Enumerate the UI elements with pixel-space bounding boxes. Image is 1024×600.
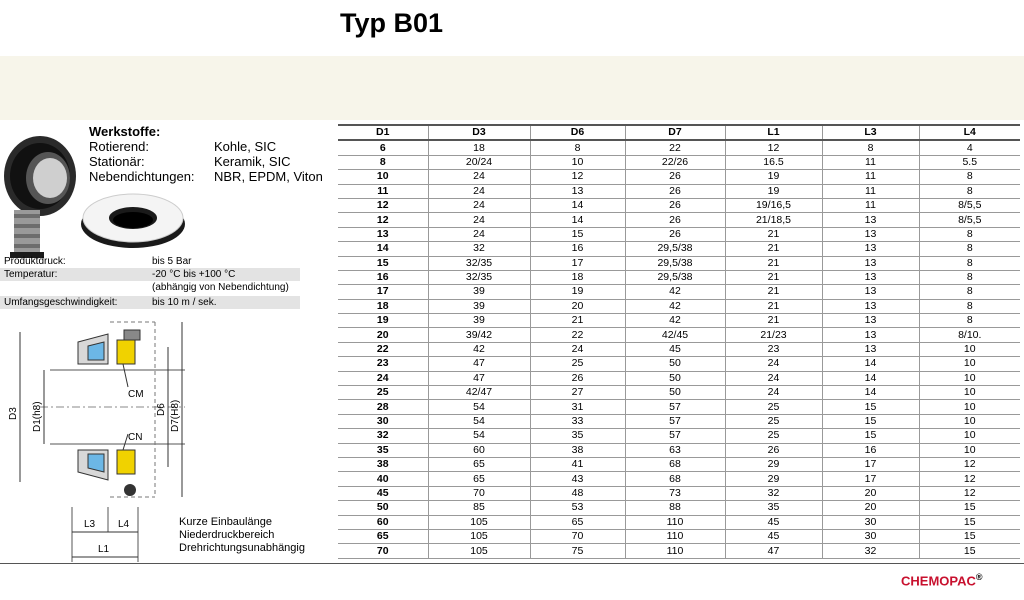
table-cell: 53: [530, 501, 625, 515]
table-cell: 32: [338, 429, 428, 443]
table-cell: 35: [338, 443, 428, 457]
table-cell: 32/35: [428, 270, 530, 284]
table-cell: 19: [725, 184, 822, 198]
table-row: [338, 314, 1020, 328]
table-cell: 26: [625, 227, 725, 241]
table-row: [338, 170, 1020, 184]
table-row: [338, 400, 1020, 414]
seal-photo-image: [0, 128, 90, 258]
table-cell: 6: [338, 140, 428, 155]
table-cell: 15: [919, 529, 1020, 543]
table-cell: 30: [822, 529, 919, 543]
table-cell: 39: [428, 285, 530, 299]
table-cell: 21: [725, 314, 822, 328]
table-cell: 19: [725, 170, 822, 184]
table-cell: 24: [428, 198, 530, 212]
table-cell: 42: [625, 285, 725, 299]
table-cell: 26: [625, 198, 725, 212]
table-cell: 50: [625, 357, 725, 371]
table-cell: 8: [822, 140, 919, 155]
table-cell: 70: [530, 529, 625, 543]
features-list: [179, 516, 305, 555]
table-cell: 47: [428, 357, 530, 371]
table-row: [338, 342, 1020, 356]
table-cell: 13: [822, 299, 919, 313]
table-cell: 65: [428, 457, 530, 471]
table-cell: 41: [530, 457, 625, 471]
table-cell: 13: [822, 314, 919, 328]
table-row: [338, 515, 1020, 529]
table-cell: 21: [725, 299, 822, 313]
table-cell: 12: [338, 213, 428, 227]
table-cell: 15: [822, 400, 919, 414]
table-cell: 24: [530, 342, 625, 356]
table-cell: 13: [822, 342, 919, 356]
table-cell: 8: [919, 170, 1020, 184]
table-cell: 29: [725, 457, 822, 471]
feature-item: Drehrichtungsunabhängig: [179, 542, 305, 554]
table-cell: 10: [919, 400, 1020, 414]
table-row: [338, 213, 1020, 227]
table-cell: 18: [338, 299, 428, 313]
table-row: [338, 529, 1020, 543]
table-cell: 8: [338, 155, 428, 169]
table-cell: 70: [338, 544, 428, 558]
table-cell: 57: [625, 414, 725, 428]
ceramic-ring-image: [78, 188, 188, 250]
table-cell: 26: [625, 213, 725, 227]
table-cell: 26: [530, 371, 625, 385]
table-cell: 8: [919, 299, 1020, 313]
table-cell: 8/10.: [919, 328, 1020, 342]
table-cell: 21: [725, 242, 822, 256]
table-row: [338, 486, 1020, 500]
table-cell: 13: [338, 227, 428, 241]
table-cell: 68: [625, 457, 725, 471]
table-cell: 26: [725, 443, 822, 457]
table-row: [338, 501, 1020, 515]
table-cell: 45: [725, 515, 822, 529]
materials-row: Nebendichtungen: NBR, EPDM, Viton: [89, 169, 323, 184]
table-cell: 13: [822, 242, 919, 256]
table-cell: 10: [530, 155, 625, 169]
table-cell: 33: [530, 414, 625, 428]
table-cell: 110: [625, 515, 725, 529]
table-cell: 21: [725, 227, 822, 241]
table-cell: 23: [725, 342, 822, 356]
table-cell: 16: [338, 270, 428, 284]
table-cell: 38: [338, 457, 428, 471]
column-header: L3: [822, 125, 919, 140]
column-header: D1: [338, 125, 428, 140]
feature-item: Niederdruckbereich: [179, 529, 275, 541]
technical-drawing: [0, 312, 190, 562]
table-cell: 50: [625, 371, 725, 385]
table-cell: 10: [919, 342, 1020, 356]
dim-l1-label: L1: [98, 544, 110, 555]
table-cell: 13: [822, 285, 919, 299]
table-cell: 57: [625, 400, 725, 414]
table-cell: 21: [725, 256, 822, 270]
table-cell: 21: [725, 285, 822, 299]
table-cell: 45: [625, 342, 725, 356]
dim-l3-label: L3: [84, 519, 96, 530]
table-cell: 105: [428, 515, 530, 529]
table-row: [338, 357, 1020, 371]
table-cell: 20: [822, 501, 919, 515]
table-cell: 88: [625, 501, 725, 515]
table-cell: 45: [338, 486, 428, 500]
table-cell: 8/5,5: [919, 213, 1020, 227]
spec-speed: Umfangsgeschwindigkeit: bis 10 m / sek.: [0, 296, 300, 309]
table-cell: 13: [822, 227, 919, 241]
table-row: [338, 270, 1020, 284]
table-cell: 40: [338, 472, 428, 486]
table-cell: 50: [625, 386, 725, 400]
footer-divider: [0, 563, 1024, 564]
table-row: [338, 457, 1020, 471]
temperature-note: (abhängig von Nebendichtung): [152, 282, 289, 293]
feature-item: Kurze Einbaulänge: [179, 516, 272, 528]
table-cell: 16.5: [725, 155, 822, 169]
table-cell: 13: [822, 270, 919, 284]
table-cell: 29,5/38: [625, 256, 725, 270]
table-cell: 20: [338, 328, 428, 342]
table-cell: 11: [822, 184, 919, 198]
table-cell: 18: [530, 270, 625, 284]
registered-mark: ®: [975, 572, 983, 582]
table-cell: 11: [338, 184, 428, 198]
table-cell: 14: [530, 198, 625, 212]
table-row: [338, 198, 1020, 212]
table-cell: 25: [725, 414, 822, 428]
dim-d1-label: D1(h8): [32, 401, 43, 432]
table-cell: 21/23: [725, 328, 822, 342]
table-cell: 19: [338, 314, 428, 328]
column-header: L4: [919, 125, 1020, 140]
table-cell: 22: [625, 140, 725, 155]
table-cell: 105: [428, 529, 530, 543]
table-cell: 42/47: [428, 386, 530, 400]
table-cell: 14: [822, 371, 919, 385]
table-cell: 54: [428, 429, 530, 443]
table-cell: 73: [625, 486, 725, 500]
table-cell: 15: [822, 414, 919, 428]
dimension-table: [338, 124, 1020, 556]
table-cell: 22: [338, 342, 428, 356]
table-cell: 29,5/38: [625, 270, 725, 284]
table-cell: 24: [338, 371, 428, 385]
spec-pressure: Produktdruck: bis 5 Bar: [4, 256, 192, 267]
table-cell: 29: [725, 472, 822, 486]
table-cell: 22: [530, 328, 625, 342]
table-cell: 11: [822, 198, 919, 212]
table-row: [338, 443, 1020, 457]
spec-temperature: Temperatur: -20 °C bis +100 °C: [0, 268, 300, 281]
table-cell: 39: [428, 299, 530, 313]
cn-label: CN: [128, 432, 143, 443]
table-cell: 24: [428, 184, 530, 198]
table-cell: 15: [919, 501, 1020, 515]
materials-block: [89, 124, 323, 184]
table-cell: 8/5,5: [919, 198, 1020, 212]
table-row: [338, 429, 1020, 443]
table-cell: 43: [530, 472, 625, 486]
table-cell: 48: [530, 486, 625, 500]
table-row: [338, 544, 1020, 558]
table-cell: 15: [530, 227, 625, 241]
table-row: [338, 472, 1020, 486]
table-row: [338, 414, 1020, 428]
table-cell: 29,5/38: [625, 242, 725, 256]
table-cell: 39: [428, 314, 530, 328]
table-cell: 54: [428, 400, 530, 414]
brand-logo: [901, 572, 983, 588]
table-cell: 21/18,5: [725, 213, 822, 227]
table-cell: 5.5: [919, 155, 1020, 169]
table-cell: 8: [919, 242, 1020, 256]
table-cell: 26: [625, 184, 725, 198]
table-cell: 17: [822, 457, 919, 471]
table-cell: 24: [428, 213, 530, 227]
column-header: D3: [428, 125, 530, 140]
table-cell: 15: [822, 429, 919, 443]
table-cell: 27: [530, 386, 625, 400]
table-cell: 24: [725, 357, 822, 371]
table-row: [338, 184, 1020, 198]
dim-d6-label: D6: [156, 403, 167, 416]
table-cell: 42: [428, 342, 530, 356]
table-cell: 54: [428, 414, 530, 428]
table-cell: 50: [338, 501, 428, 515]
table-cell: 10: [919, 371, 1020, 385]
table-cell: 8: [919, 227, 1020, 241]
table-cell: 42: [625, 314, 725, 328]
table-cell: 65: [428, 472, 530, 486]
table-cell: 21: [725, 270, 822, 284]
materials-heading: Werkstoffe:: [89, 124, 161, 139]
table-cell: 60: [338, 515, 428, 529]
table-cell: 8: [919, 270, 1020, 284]
table-row: [338, 256, 1020, 270]
table-cell: 13: [822, 213, 919, 227]
table-row: [338, 386, 1020, 400]
table-cell: 32: [822, 544, 919, 558]
table-cell: 30: [822, 515, 919, 529]
table-cell: 32/35: [428, 256, 530, 270]
table-cell: 10: [919, 414, 1020, 428]
table-cell: 31: [530, 400, 625, 414]
table-cell: 21: [530, 314, 625, 328]
materials-row: Stationär: Keramik, SIC: [89, 154, 291, 169]
table-cell: 20: [530, 299, 625, 313]
table-cell: 14: [822, 386, 919, 400]
table-cell: 57: [625, 429, 725, 443]
dim-d7-label: D7(H8): [170, 399, 181, 432]
table-row: [338, 155, 1020, 169]
table-cell: 30: [338, 414, 428, 428]
table-cell: 32: [428, 242, 530, 256]
materials-row: Rotierend: Kohle, SIC: [89, 139, 277, 154]
table-cell: 12: [530, 170, 625, 184]
table-cell: 15: [919, 544, 1020, 558]
table-cell: 17: [822, 472, 919, 486]
table-cell: 12: [919, 472, 1020, 486]
table-cell: 25: [338, 386, 428, 400]
table-cell: 47: [428, 371, 530, 385]
table-cell: 8: [919, 314, 1020, 328]
table-cell: 25: [725, 429, 822, 443]
table-cell: 8: [919, 285, 1020, 299]
table-row: [338, 285, 1020, 299]
table-cell: 60: [428, 443, 530, 457]
table-cell: 28: [338, 400, 428, 414]
table-cell: 23: [338, 357, 428, 371]
table-cell: 8: [919, 256, 1020, 270]
table-body: [338, 140, 1020, 558]
page-title: Typ B01: [340, 8, 444, 38]
table-cell: 12: [338, 198, 428, 212]
table-cell: 10: [919, 429, 1020, 443]
table-cell: 20: [822, 486, 919, 500]
cm-label: CM: [128, 389, 144, 400]
table-cell: 25: [530, 357, 625, 371]
table-cell: 63: [625, 443, 725, 457]
table-cell: 8: [530, 140, 625, 155]
table-cell: 12: [919, 457, 1020, 471]
table-cell: 19: [530, 285, 625, 299]
table-row: [338, 140, 1020, 155]
table-cell: 20/24: [428, 155, 530, 169]
brand-name: CHEMOPAC: [901, 573, 976, 589]
table-cell: 24: [725, 371, 822, 385]
column-header: D7: [625, 125, 725, 140]
header-band: [0, 56, 1024, 120]
table-cell: 32: [725, 486, 822, 500]
table-row: [338, 227, 1020, 241]
table-cell: 13: [822, 328, 919, 342]
table-cell: 14: [822, 357, 919, 371]
table-cell: 110: [625, 529, 725, 543]
table-cell: 45: [725, 529, 822, 543]
table-cell: 42/45: [625, 328, 725, 342]
table-cell: 10: [919, 443, 1020, 457]
table-cell: 105: [428, 544, 530, 558]
table-cell: 11: [822, 155, 919, 169]
table-cell: 26: [625, 170, 725, 184]
table-cell: 4: [919, 140, 1020, 155]
table-cell: 19/16,5: [725, 198, 822, 212]
table-cell: 22/26: [625, 155, 725, 169]
table-cell: 16: [822, 443, 919, 457]
table-row: [338, 371, 1020, 385]
table-cell: 17: [338, 285, 428, 299]
table-row: [338, 328, 1020, 342]
table-cell: 17: [530, 256, 625, 270]
table-cell: 65: [530, 515, 625, 529]
column-header: D6: [530, 125, 625, 140]
table-cell: 110: [625, 544, 725, 558]
table-cell: 24: [428, 227, 530, 241]
table-cell: 35: [530, 429, 625, 443]
table-cell: 70: [428, 486, 530, 500]
table-cell: 13: [530, 184, 625, 198]
dim-d3-label: D3: [8, 407, 19, 420]
table-cell: 10: [338, 170, 428, 184]
table-cell: 24: [428, 170, 530, 184]
table-cell: 68: [625, 472, 725, 486]
table-cell: 10: [919, 386, 1020, 400]
table-header-row: [338, 125, 1020, 140]
table-row: [338, 299, 1020, 313]
table-cell: 12: [919, 486, 1020, 500]
table-cell: 14: [530, 213, 625, 227]
table-cell: 18: [428, 140, 530, 155]
table-cell: 85: [428, 501, 530, 515]
table-cell: 25: [725, 400, 822, 414]
table-cell: 15: [338, 256, 428, 270]
table-cell: 24: [725, 386, 822, 400]
table-cell: 75: [530, 544, 625, 558]
table-cell: 14: [338, 242, 428, 256]
table-cell: 10: [919, 357, 1020, 371]
table-cell: 8: [919, 184, 1020, 198]
table-row: [338, 242, 1020, 256]
table-cell: 13: [822, 256, 919, 270]
table-cell: 65: [338, 529, 428, 543]
table-cell: 11: [822, 170, 919, 184]
column-header: L1: [725, 125, 822, 140]
table-cell: 35: [725, 501, 822, 515]
table-cell: 47: [725, 544, 822, 558]
table-cell: 39/42: [428, 328, 530, 342]
table-cell: 15: [919, 515, 1020, 529]
dim-l4-label: L4: [118, 519, 130, 530]
table-cell: 12: [725, 140, 822, 155]
table-cell: 42: [625, 299, 725, 313]
table-cell: 16: [530, 242, 625, 256]
table-cell: 38: [530, 443, 625, 457]
